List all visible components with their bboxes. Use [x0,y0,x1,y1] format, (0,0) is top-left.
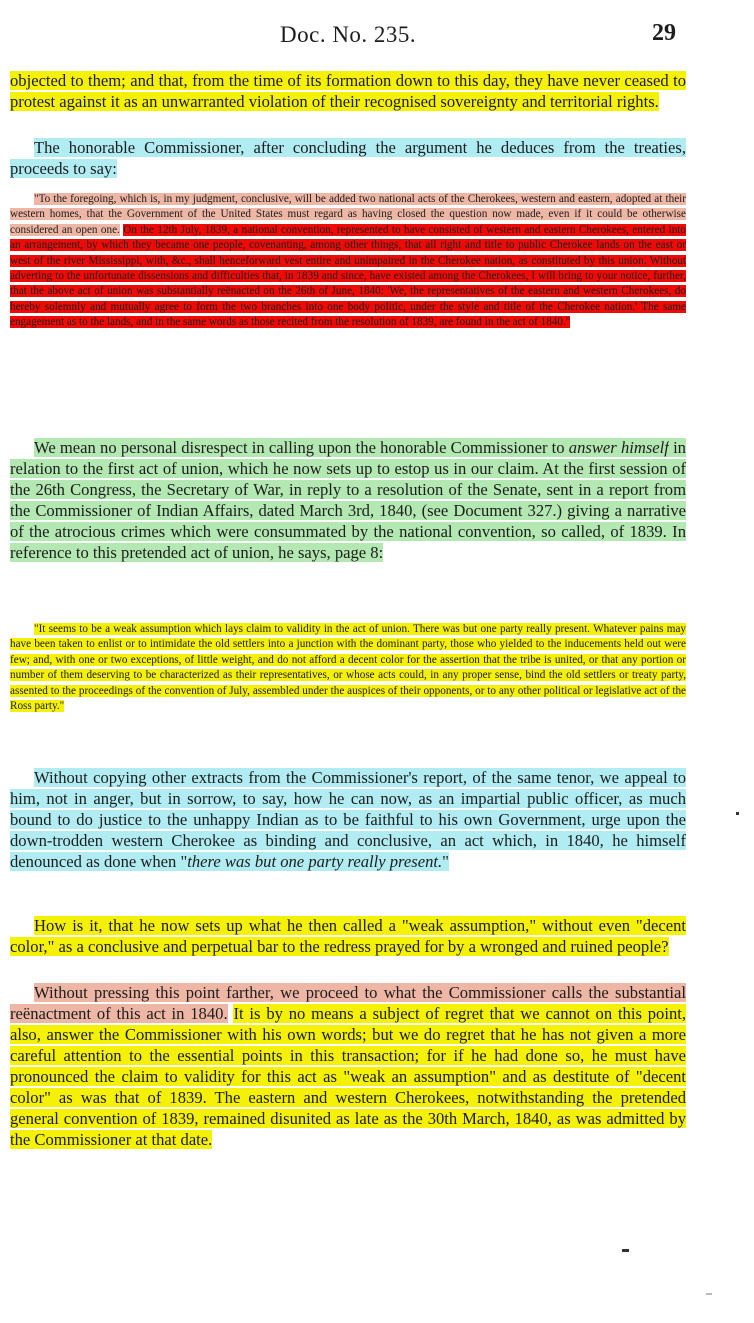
paragraph-appeal-text: Without copying other extracts from the Commissioner's report, of the same tenor, we appeal to him, not in anger, but in sorrow, to say, how he can now, as an impartial public officer, as much bound to do justice to the unhappy Indian as to be faithful to his own Government, urge upon the down-trodden western Cherokee as binding and conclusive, an act which, in 1840, he himself denounced as done when " [10,768,686,871]
paragraph-protest-text: objected to them; and that, from the time of its formation down to this day, they have never ceased to protest against it as an unwarranted violation of their recognised sovereignty and territorial rights. [10,71,686,111]
paragraph-reenactment-part2: It is by no means a subject of regret that we cannot on this point, also, answer the Commissioner with his own words; but we do regret that he has not given a more careful attention to the essential points in this transaction; for if he had done so, he must have pronounced the claim to validity for this act as "weak an assumption" and as destitute of "decent color" as was that of 1839. The eastern and western Cherokees, notwithstanding the pretended general convention of 1839, remained disunited as late as the 30th March, 1840, as was admitted by the Commissioner at that date. [10,1004,687,1149]
paragraph-appeal [10,767,686,872]
quote-weak-assumption-text: "It seems to be a weak assumption which lays claim to validity in the act of union. There was but one party really present. Whatever pains may have been taken to enlist or to intimidate the old settlers into a junction with the dominant party, those who yielded to the inducements held out were few; and, with one or two exceptions, of little weight, and do not afford a decent color for the assertion that the tribe is united, or that any portion or number of them deserving to be characterized as their representatives, or whose acts could, in any proper sense, bind the old settlers or treaty party, assented to the proceedings of the convention of July, assembled under the auspices of their opponents, or to any other political or legislative act of the Ross party." [10,623,686,713]
paragraph-answer-himself-text: We mean no personal disrespect in calling upon the honorable Commissioner to [34,438,569,457]
paragraph-answer-himself-emphasis: answer himself [568,438,669,457]
paragraph-how-is-it [10,915,686,957]
quote-weak-assumption [10,622,686,714]
paragraph-commissioner-intro [10,137,686,179]
page-header [0,22,754,52]
paragraph-answer-himself-text2: in relation to the first act of union, which he now sets up to estop us in our claim. At the first session of the 26th Congress, the Secretary of War, in reply to a resolution of the Senate, sent in a report from the Commissioner of Indian Affairs, dated March 3rd, 1840, (see Document 327.) giving a narrative of the atrocious crimes which were consummated by the national convention, so called, of 1839. In reference to this pretended act of union, he says, page 8: [10,438,686,562]
scan-speck [706,1293,712,1295]
quote-commissioner-acts-part2: On the 12th July, 1839, a national convention, represented to have consisted of western and eastern Cherokees, entered into an arrangement, by which they became one people, covenanting, among other things, that all right and title to public Cherokee lands on the east or west of the river Mississippi, with, &c., shall henceforward vest entire and unimpaired in the Cherokee nation, as constituted by this union. Without adverting to the unfortunate dissensions and difficulties that, in 1839 and since, have existed among the Cherokees, I will bring to your notice, further, that the above act of union was substantially reënacted on the 26th of June, 1840: 'We, the representatives of the eastern and western Cherokees, do hereby solemnly and mutually agree to form the two branches into one body politic, under the style and title of the Cherokee nation.' The same engagement as to the lands, and in the same words as those recited from the resolution of 1839, are found in the act of 1840." [10,223,687,329]
paragraph-protest [10,70,686,112]
paragraph-how-is-it-text: How is it, that he now sets up what he then called a "weak assumption," without even "decent color," as a conclusive and perpetual bar to the redress prayed for by a wronged and ruined people? [10,916,686,956]
paragraph-answer-himself [10,437,686,563]
paragraph-reenactment-part1: Without pressing this point farther, we proceed to what the Commissioner calls the substantial reënactment of this act in 1840. [10,983,686,1023]
page-number: 29 [652,20,676,46]
quote-commissioner-acts-part1: "To the foregoing, which is, in my judgment, conclusive, will be added two national acts of the Cherokees, western and eastern, adopted at their western homes, that the Government of the United States must regard as having closed the question now made, even if it could be otherwise considered an open one. [10,193,686,236]
paragraph-commissioner-intro-text: The honorable Commissioner, after concluding the argument he deduces from the treaties, proceeds to say: [10,138,686,178]
paragraph-appeal-emphasis: there was but one party really present. [187,852,443,871]
scan-speck [736,812,739,815]
quote-commissioner-acts [10,192,686,331]
paragraph-reenactment [10,982,686,1150]
doc-title: Doc. No. 235. [280,22,417,47]
scan-speck [622,1249,629,1252]
paragraph-appeal-text2: " [442,852,449,871]
